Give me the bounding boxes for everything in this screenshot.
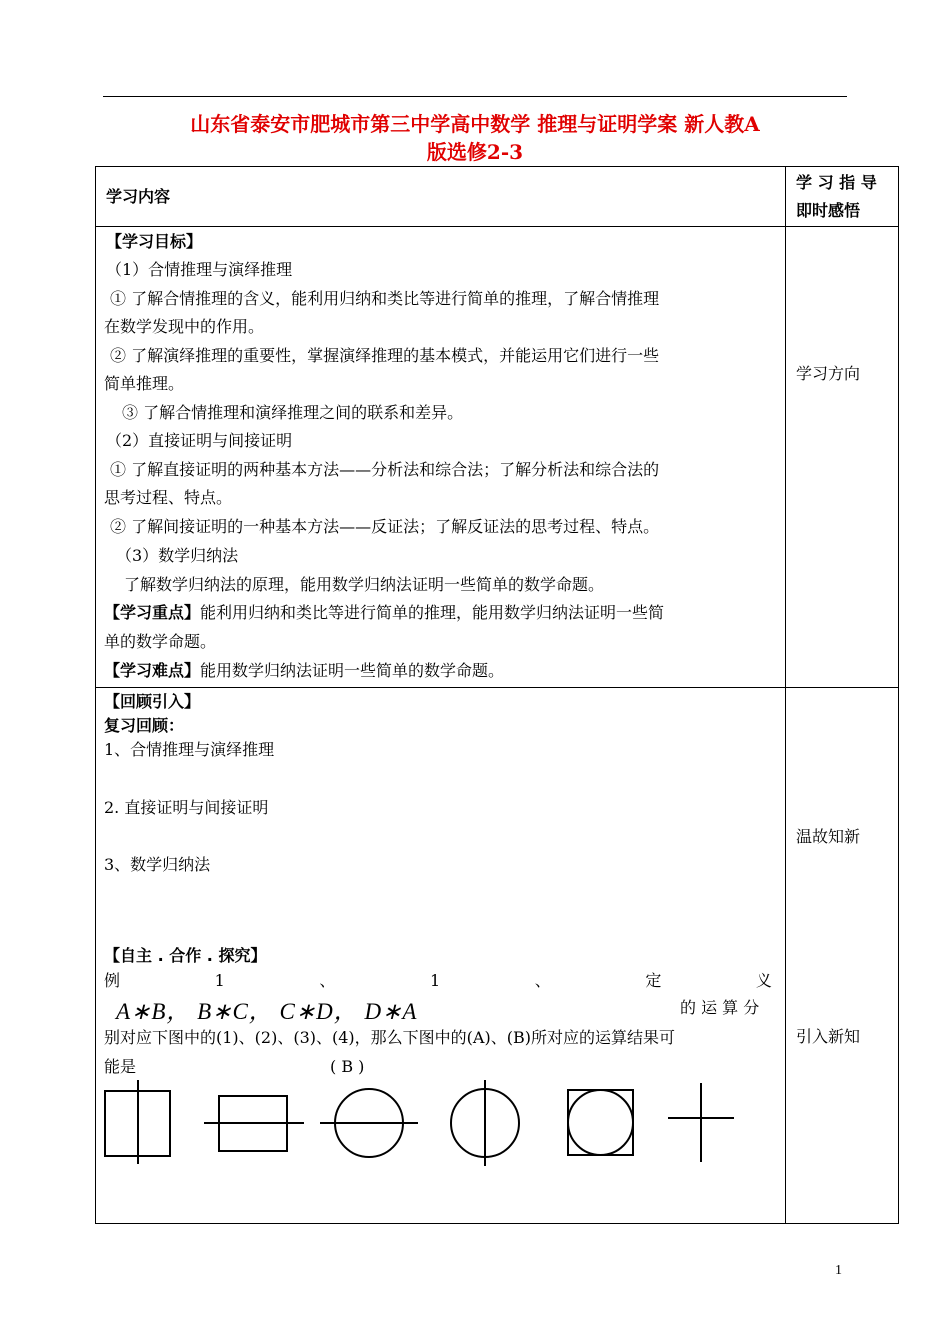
goals-item1a-line2: 在数学发现中的作用。: [104, 317, 265, 336]
figure-cross: [668, 1083, 734, 1162]
table-row-divider: [95, 226, 899, 227]
header-left-label: 学习内容: [106, 187, 171, 206]
figure-circle-horizontal-line: [320, 1089, 418, 1157]
operation-figures: [100, 1078, 740, 1168]
operation-expression: A∗B， B∗C， C∗D， D∗A: [116, 999, 418, 1024]
explore-heading: 【自主 . 合作 . 探究】: [104, 946, 267, 965]
difficulty-label: 【学习难点】: [104, 661, 201, 680]
review-item1: 1、合情推理与演绎推理: [104, 740, 275, 759]
page-number: 1: [835, 1263, 842, 1278]
goals-sub3: （3）数学归纳法: [116, 546, 239, 565]
document-title-line2: 版选修2-3: [426, 140, 524, 164]
goals-item1b-line1: ② 了解演绎推理的重要性，掌握演绎推理的基本模式，并能运用它们进行一些: [110, 346, 660, 365]
review-item2: 2. 直接证明与间接证明: [104, 798, 269, 817]
example-word: 1: [214, 971, 225, 990]
figure-square-vertical-line: [105, 1080, 170, 1164]
focus-text-line1: 能利用归纳和类比等进行简单的推理，能用数学归纳法证明一些简: [200, 603, 665, 622]
example-word: 例: [104, 971, 121, 990]
example-word: 义: [755, 971, 772, 990]
goals-sub2: （2）直接证明与间接证明: [106, 431, 293, 450]
table-column-divider: [785, 166, 786, 1224]
goals-item3: 了解数学归纳法的原理，能用数学归纳法证明一些简单的数学命题。: [124, 575, 605, 594]
header-right-label-2: 即时感悟: [796, 201, 861, 220]
example-answer: ( B ): [330, 1057, 365, 1076]
side-note-direction: 学习方向: [796, 364, 861, 383]
header-rule: [103, 96, 847, 97]
goals-item1a-line1: ① 了解合情推理的含义，能利用归纳和类比等进行简单的推理，了解合情推理: [110, 289, 660, 308]
goals-item2a-line1: ① 了解直接证明的两种基本方法——分析法和综合法；了解分析法和综合法的: [110, 460, 660, 479]
example-line3: 能是: [104, 1057, 137, 1076]
header-right-label-1: 学 习 指 导: [796, 173, 877, 192]
focus-label: 【学习重点】: [104, 603, 201, 622]
figure-circle-vertical-line: [451, 1080, 519, 1166]
example-word: 定: [645, 971, 662, 990]
example-word: 1: [429, 971, 441, 990]
table-row-divider: [95, 687, 899, 688]
review-heading: 【回顾引入】: [104, 692, 201, 711]
example-word: 、: [319, 971, 336, 990]
goals-item1c: ③ 了解合情推理和演绎推理之间的联系和差异。: [122, 403, 464, 422]
example-line1: [104, 971, 772, 991]
goals-item2b: ② 了解间接证明的一种基本方法——反证法；了解反证法的思考过程、特点。: [110, 517, 660, 536]
focus-text-line2: 单的数学命题。: [104, 632, 217, 651]
side-note-new: 引入新知: [796, 1027, 861, 1046]
goals-item1b-line2: 简单推理。: [104, 374, 185, 393]
figure-square-inscribed-circle: [568, 1090, 633, 1155]
goals-heading: 【学习目标】: [106, 232, 203, 251]
example-word: 、: [534, 971, 551, 990]
difficulty-text: 能用数学归纳法证明一些简单的数学命题。: [200, 661, 505, 680]
document-title-line1: 山东省泰安市肥城市第三中学高中数学 推理与证明学案 新人教A: [190, 112, 760, 136]
example-line1-tail: 的 运 算 分: [680, 998, 760, 1017]
review-subheading: 复习回顾：: [104, 716, 185, 735]
goals-item2a-line2: 思考过程、特点。: [104, 488, 233, 507]
figure-rectangle-horizontal-line: [204, 1096, 304, 1151]
side-note-review: 温故知新: [796, 827, 861, 846]
review-item3: 3、数学归纳法: [104, 855, 211, 874]
goals-sub1: （1）合情推理与演绎推理: [106, 260, 293, 279]
example-line2: 别对应下图中的(1)、(2)、(3)、(4)，那么下图中的(A)、(B)所对应的运算结果可: [104, 1028, 675, 1047]
